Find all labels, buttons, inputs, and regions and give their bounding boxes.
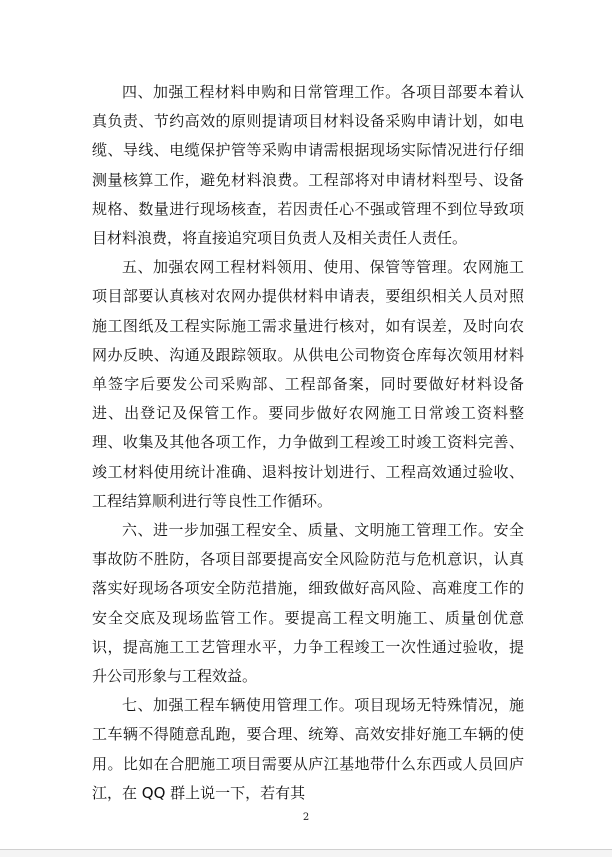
paragraph-section-seven: 七、加强工程车辆使用管理工作。项目现场无特殊情况，施工车辆不得随意乱跑，要合理、统筹、高效安排好施工车辆的使用。比如在合肥施工项目需要从庐江基地带什么东西或人员回庐江，在 QQ 群上说一下，若有其: [92, 696, 524, 802]
document-body: [92, 78, 524, 808]
page-bottom-strip: [0, 850, 612, 857]
page-number: 2: [302, 812, 310, 823]
paragraph-section-five: 五、加强农网工程材料领用、使用、保管等管理。农网施工项目部要认真核对农网办提供材料申请表，要组织相关人员对照施工图纸及工程实际施工需求量进行核对，如有误差，及时向农网办反映、沟通及跟踪领取。从供电公司物资仓库每次领用材料单签字后要发公司采购部、工程部备案，同时要做好材料设备进、出登记及保管工作。要同步做好农网施工日常竣工资料整理、收集及其他各项工作，力争做到工程竣工时竣工资料完善、竣工材料使用统计准确、退料按计划进行、工程高效通过验收、工程结算顺利进行等良性工作循环。: [92, 258, 524, 510]
paragraph-section-four: 四、加强工程材料申购和日常管理工作。各项目部要本着认真负责、节约高效的原则提请项目材料设备采购申请计划，如电缆、导线、电缆保护管等采购申请需根据现场实际情况进行仔细测量核算工作，避免材料浪费。工程部将对申请材料型号、设备规格、数量进行现场核查，若因责任心不强或管理不到位导致项目材料浪费，将直接追究项目负责人及相关责任人责任。: [92, 83, 524, 248]
paragraph-section-six: 六、进一步加强工程安全、质量、文明施工管理工作。安全事故防不胜防，各项目部要提高安全风险防范与危机意识，认真落实好现场各项安全防范措施，细致做好高风险、高难度工作的安全交底及现场监管工作。要提高工程文明施工、质量创优意识，提高施工工艺管理水平，力争工程竣工一次性通过验收，提升公司形象与工程效益。: [92, 521, 524, 686]
